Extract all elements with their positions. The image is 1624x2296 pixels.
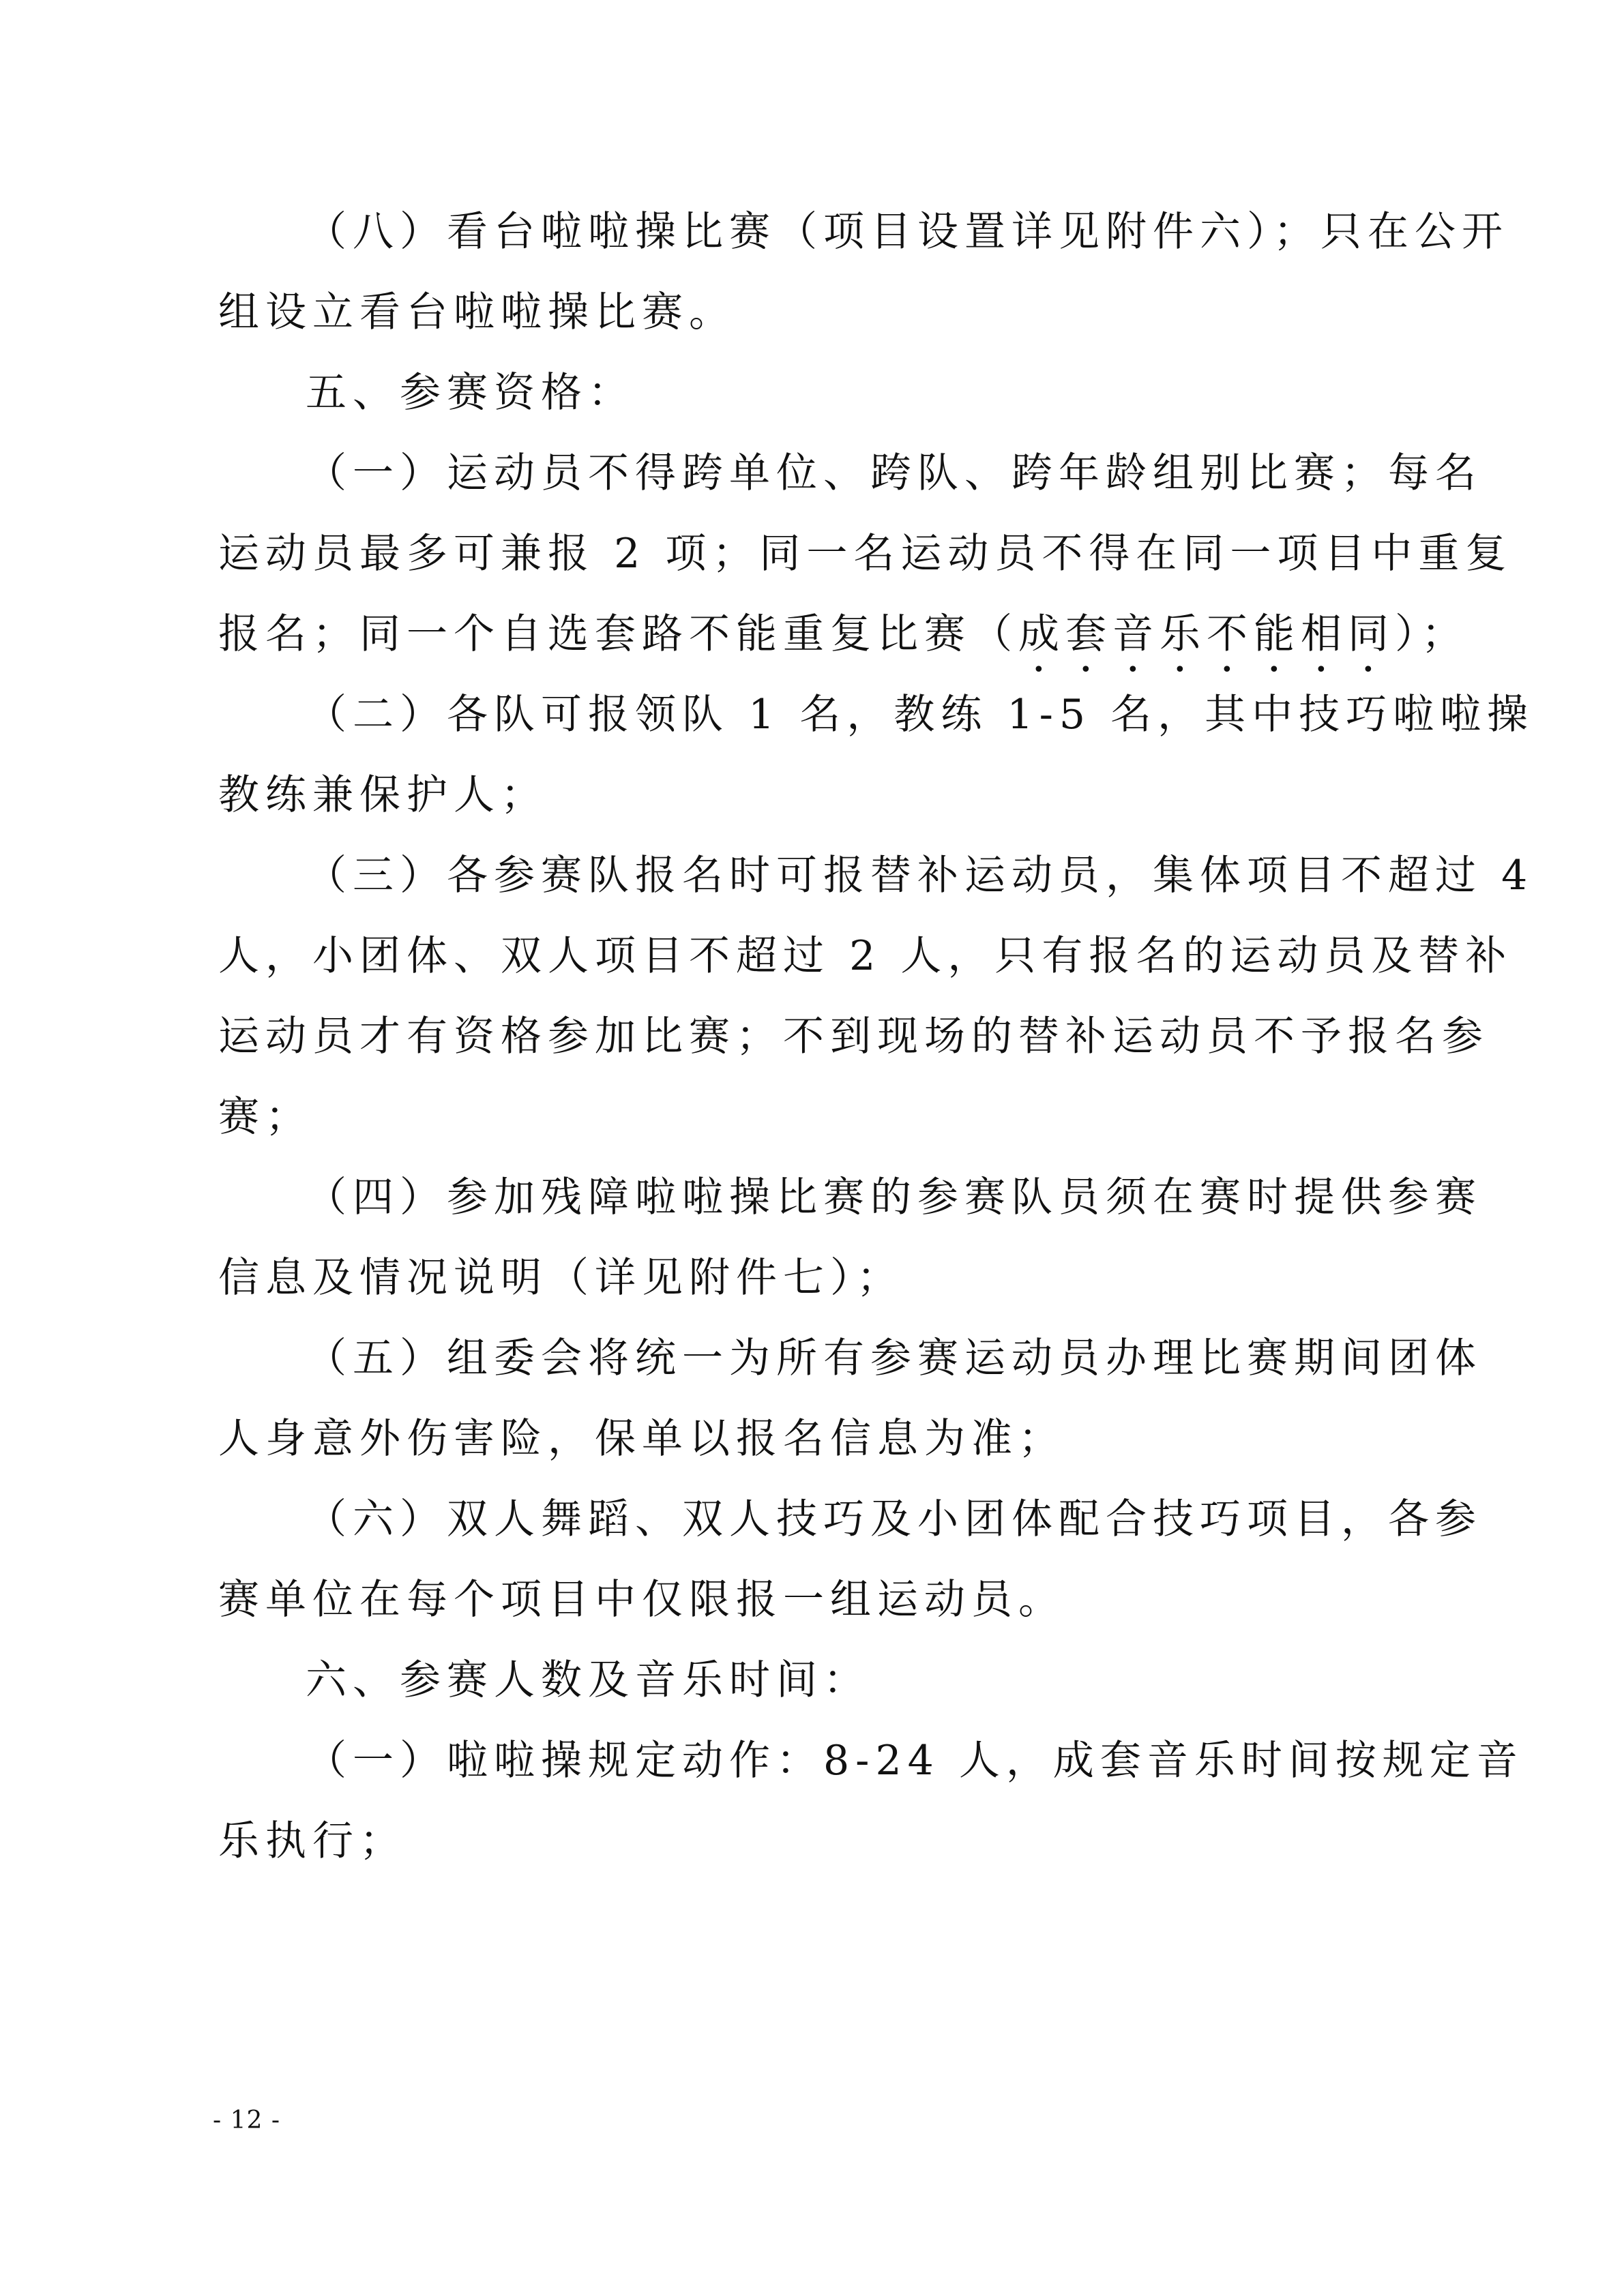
text-line-6-lead: 报名；同一个自选套路不能重复比赛 bbox=[218, 610, 971, 658]
text-line-7: （二）各队可报领队 1 名，教练 1-5 名，其中技巧啦啦操 bbox=[306, 691, 1535, 739]
text-line-6 bbox=[218, 600, 1468, 668]
text-line-4: （一）运动员不得跨单位、跨队、跨年龄组别比赛；每名 bbox=[306, 449, 1482, 497]
text-line-5: 运动员最多可兼报 2 项；同一名运动员不得在同一项目中重复 bbox=[218, 530, 1513, 578]
text-line-8: 教练兼保护人； bbox=[218, 771, 548, 819]
emphasized-text: （成套音乐不能相同） bbox=[971, 610, 1421, 658]
text-line-2: 组设立看台啦啦操比赛。 bbox=[218, 288, 736, 336]
text-line-13: （四）参加残障啦啦操比赛的参赛队员须在赛时提供参赛 bbox=[306, 1174, 1482, 1221]
text-line-15: （五）组委会将统一为所有参赛运动员办理比赛期间团体 bbox=[306, 1335, 1482, 1382]
text-line-14: 信息及情况说明（详见附件七）； bbox=[218, 1254, 904, 1302]
text-line-1: （八）看台啦啦操比赛（项目设置详见附件六）；只在公开 bbox=[306, 208, 1509, 256]
text-line-21: 乐执行； bbox=[218, 1817, 407, 1865]
section-heading-participants: 六、参赛人数及音乐时间： bbox=[306, 1656, 870, 1704]
text-line-6-tail: ； bbox=[1421, 610, 1468, 658]
text-line-10: 人，小团体、双人项目不超过 2 人，只有报名的运动员及替补 bbox=[218, 932, 1513, 980]
text-line-12: 赛； bbox=[218, 1093, 312, 1141]
text-line-18: 赛单位在每个项目中仅限报一组运动员。 bbox=[218, 1576, 1065, 1624]
section-heading-qualification: 五、参赛资格： bbox=[306, 369, 635, 417]
text-line-20: （一）啦啦操规定动作：8-24 人，成套音乐时间按规定音 bbox=[306, 1737, 1524, 1785]
text-line-11: 运动员才有资格参加比赛；不到现场的替补运动员不予报名参 bbox=[218, 1013, 1489, 1060]
text-line-17: （六）双人舞蹈、双人技巧及小团体配合技巧项目，各参 bbox=[306, 1495, 1482, 1543]
text-line-9: （三）各参赛队报名时可报替补运动员，集体项目不超过 4 bbox=[306, 852, 1534, 899]
text-line-16: 人身意外伤害险，保单以报名信息为准； bbox=[218, 1415, 1065, 1463]
page-number: - 12 - bbox=[213, 2106, 281, 2134]
